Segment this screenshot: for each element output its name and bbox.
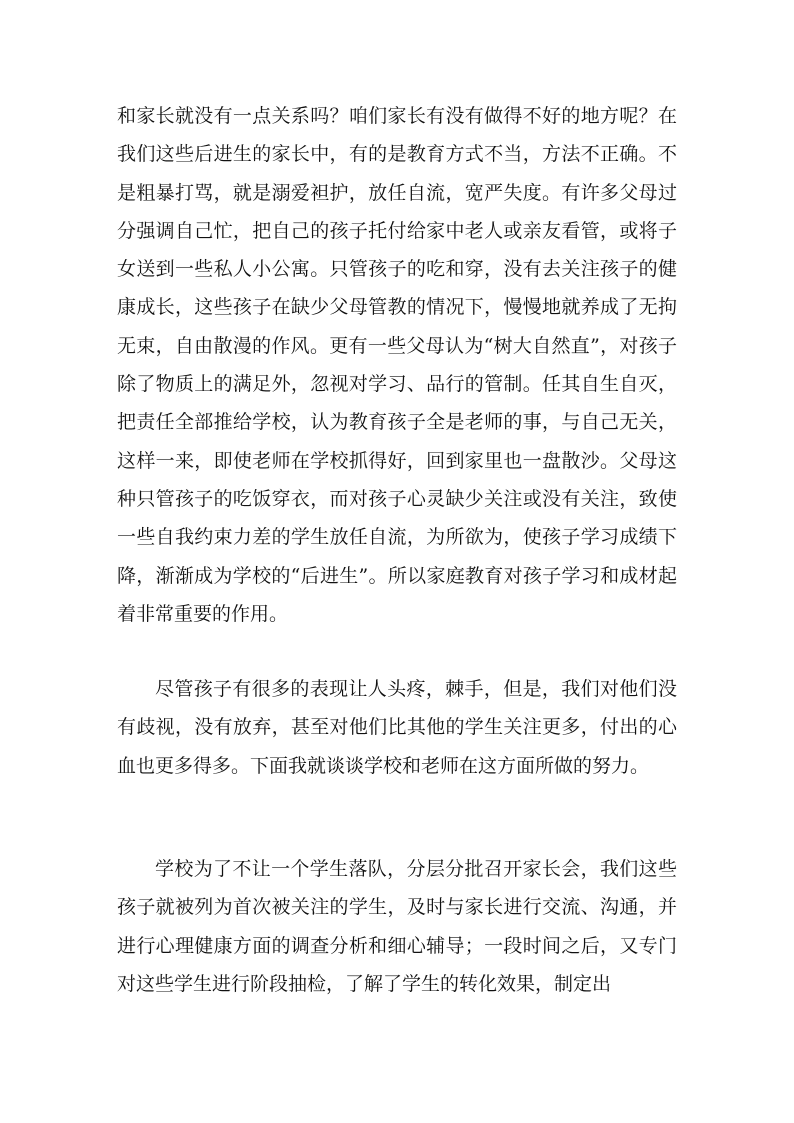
paragraph-efforts-intro [117,670,677,785]
paragraph-school-measures [117,850,677,1003]
paragraph-text: 尽管孩子有很多的表现让人头疼，棘手，但是，我们对他们没有歧视，没有放弃，甚至对他们比其他的学生关注更多，付出的心血也更多得多。下面我就谈谈学校和老师在这方面所做的努力。 [117,678,677,777]
paragraph-continuation [117,97,677,633]
paragraph-text: 和家长就没有一点关系吗？咱们家长有没有做得不好的地方呢？在我们这些后进生的家长中，有的是教育方式不当，方法不正确。不是粗暴打骂，就是溺爱袒护，放任自流，宽严失度。有许多父母过分强调自己忙，把自己的孩子托付给家中老人或亲友看管，或将子女送到一些私人小公寓。只管孩子的吃和穿，没有去关注孩子的健康成长，这些孩子在缺少父母管教的情况下，慢慢地就养成了无拘无束，自由散漫的作风。更有一些父母认为“树大自然直”，对孩子除了物质上的满足外，忽视对学习、品行的管制。任其自生自灭，把责任全部推给学校，认为教育孩子全是老师的事，与自己无关，这样一来，即使老师在学校抓得好，回到家里也一盘散沙。父母这种只管孩子的吃饭穿衣，而对孩子心灵缺少关注或没有关注，致使一些自我约束力差的学生放任自流，为所欲为，使孩子学习成绩下降，渐渐成为学校的“后进生”。所以家庭教育对孩子学习和成材起着非常重要的作用。 [117,105,677,625]
paragraph-text: 学校为了不让一个学生落队，分层分批召开家长会，我们这些孩子就被列为首次被关注的学生，及时与家长进行交流、沟通，并进行心理健康方面的调查分析和细心辅导；一段时间之后，又专门对这些学生进行阶段抽检，了解了学生的转化效果，制定出 [117,858,677,995]
